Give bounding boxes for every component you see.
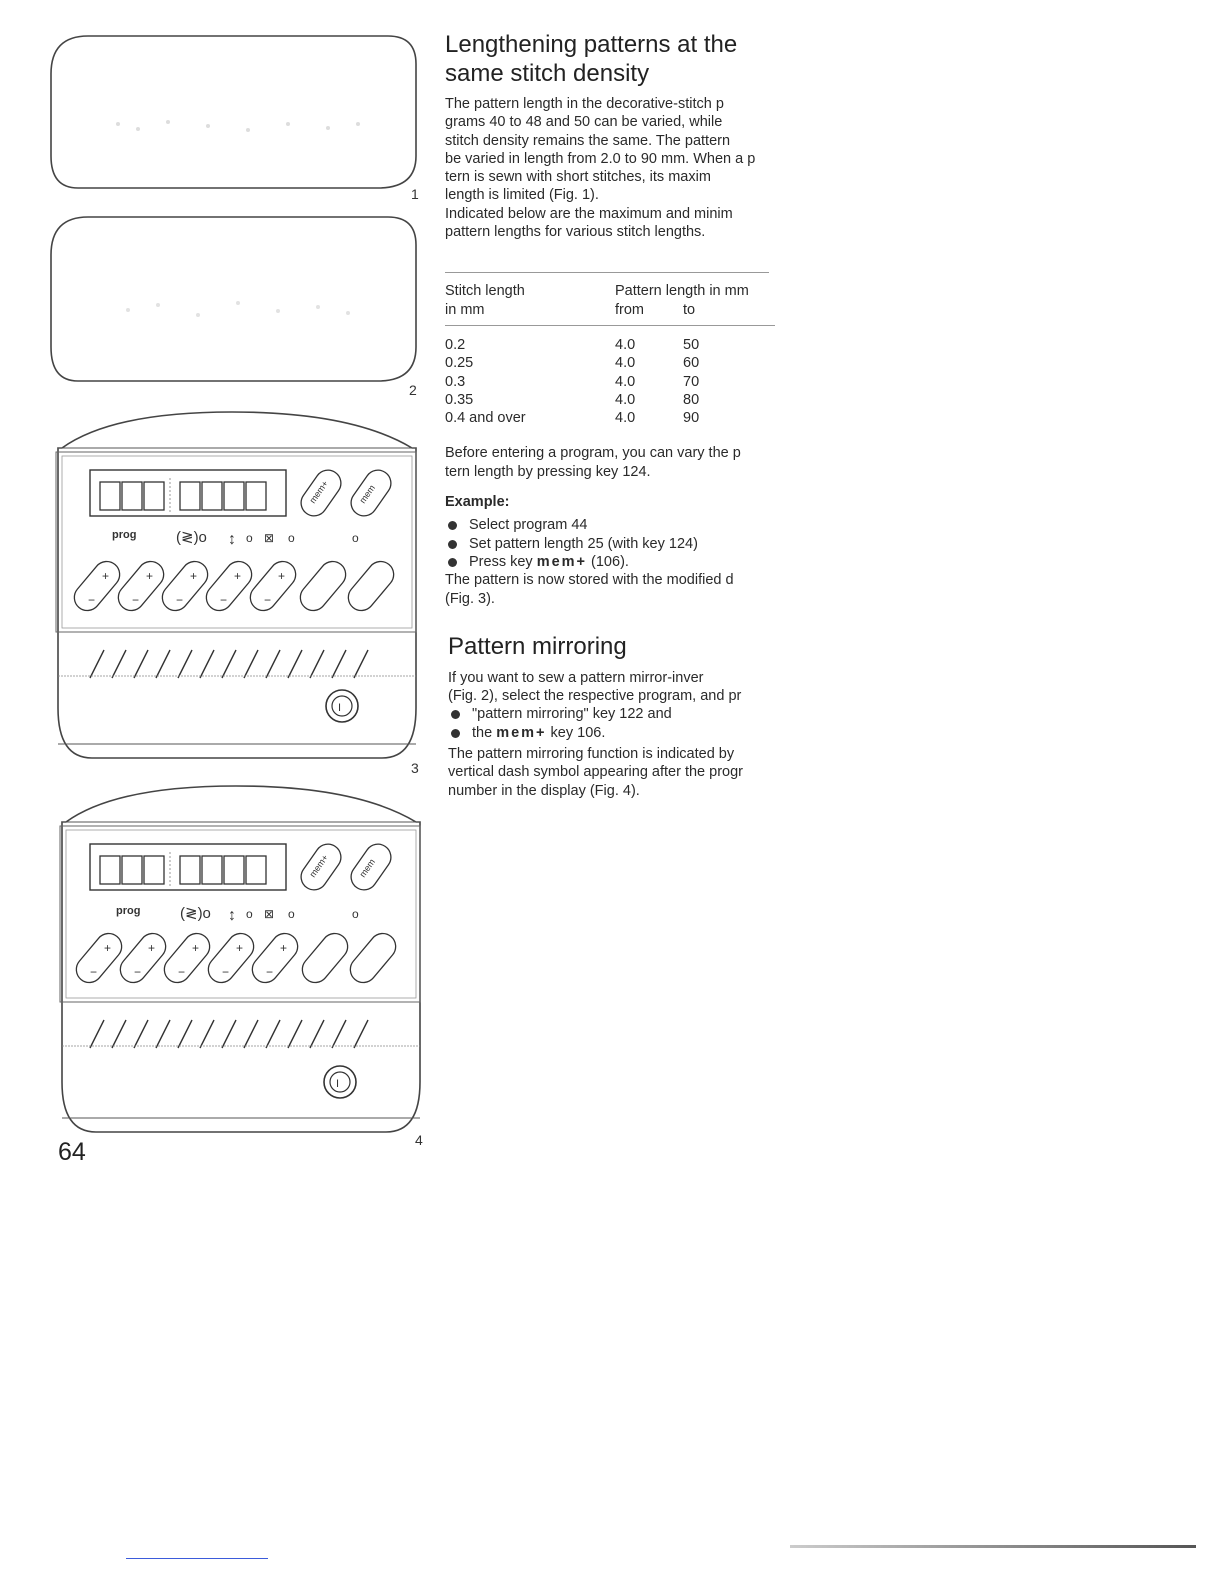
table-top-rule [445,272,769,273]
title-line-2: same stitch density [445,60,650,87]
figure-1 [48,34,420,192]
header-stitch-length [445,282,615,319]
step-text: the [472,724,497,741]
text-line: If you want to sew a pattern mirror-inver [448,669,704,686]
svg-text:o: o [246,907,253,921]
svg-text:+: + [278,569,286,583]
bullet-icon [448,558,457,567]
cell-from: 4.0 [615,391,636,408]
svg-text:+: + [280,941,288,955]
list-item [448,724,805,742]
svg-text:mem: mem [357,857,378,880]
cell-to: 90 [683,410,700,427]
table-row [445,354,699,372]
header-text: in mm [445,301,485,318]
figure-4-control-panel [56,782,426,1142]
svg-text:−: − [132,593,140,607]
figure-4-label: 4 [415,1132,423,1148]
svg-text:+: + [148,941,156,955]
table-row [445,373,699,391]
text-line: stitch density remains the same. The pattern [445,132,731,149]
list-item [448,705,805,723]
svg-text:−: − [266,965,274,979]
table-header-rule [445,325,775,326]
header-from: from [615,301,644,318]
figure-1-label: 1 [411,186,419,202]
step-text: Select program 44 [469,517,588,534]
text-line: tern length by pressing key 124. [445,463,651,480]
header-text: Pattern length in mm [615,283,749,300]
text-line: number in the display (Fig. 4). [448,782,640,799]
mem-plus-key-name: mem+ [496,724,547,741]
svg-text:I: I [336,1078,340,1090]
table-header-row [445,282,749,319]
text-line: length is limited (Fig. 1). [445,187,599,204]
table-row [445,391,699,409]
header-pattern-length [615,282,749,319]
text-line: (Fig. 2), select the respective program, and pr [448,688,742,705]
svg-text:o: o [246,531,253,545]
svg-text:↕: ↕ [228,907,236,924]
svg-text:⊠: ⊠ [264,907,275,921]
svg-text:−: − [220,593,228,607]
bullet-icon [448,540,457,549]
svg-text:I: I [338,702,342,714]
svg-text:+: + [104,941,112,955]
cell-from: 4.0 [615,410,636,427]
cell-to: 80 [683,391,700,408]
text-column [445,30,805,800]
section-title-mirroring: Pattern mirroring [448,632,627,660]
svg-text:+: + [192,941,200,955]
bullet-icon [448,521,457,530]
figure-2 [48,215,420,385]
svg-text:⊠: ⊠ [264,531,275,545]
bullet-icon [451,710,460,719]
intro-paragraph [445,95,805,241]
mirroring-intro [448,669,805,706]
example-steps [445,516,805,571]
figure-3-label: 3 [411,760,419,776]
footer-scan-edge [790,1545,1196,1548]
svg-text:−: − [264,593,272,607]
svg-text:↕: ↕ [228,531,236,548]
step-text: key 106. [546,724,606,741]
header-to: to [683,301,696,318]
text-line: tern is sewn with short stitches, its maxim [445,169,711,186]
footer-blue-rule [126,1558,268,1559]
table-row [445,336,699,354]
cell-stitch: 0.35 [445,391,474,408]
svg-text:−: − [134,965,142,979]
mem-plus-key-name: mem+ [536,553,588,570]
pattern-length-table-body [445,336,699,427]
svg-text:−: − [90,965,98,979]
cell-stitch: 0.2 [445,336,466,353]
list-item [445,516,805,534]
svg-text:+: + [236,941,244,955]
text-line: be varied in length from 2.0 to 90 mm. When a p [445,150,756,167]
svg-text:−: − [88,593,96,607]
text-line: The pattern mirroring function is indicated by [448,746,735,763]
svg-text:+: + [146,569,154,583]
text-line: pattern lengths for various stitch lengths. [445,224,706,241]
svg-text:mem+: mem+ [307,478,331,506]
svg-text:mem: mem [357,483,378,506]
figure-2-label: 2 [409,382,417,398]
mirroring-steps [448,705,805,742]
svg-text:(≷)o: (≷)o [180,905,211,922]
svg-text:mem+: mem+ [307,852,331,880]
list-item [445,535,805,553]
cell-from: 4.0 [615,355,636,372]
bullet-icon [451,729,460,738]
list-item [445,553,805,571]
step-text: (106). [587,553,629,570]
svg-text:prog: prog [112,529,137,541]
cell-from: 4.0 [615,336,636,353]
cell-to: 60 [683,355,700,372]
step-text: "pattern mirroring" key 122 and [472,706,672,723]
cell-stitch: 0.25 [445,355,474,372]
svg-text:(≷)o: (≷)o [176,529,207,546]
text-line: The pattern is now stored with the modified d [445,572,734,589]
figure-3-control-panel [52,408,422,768]
example-result [445,571,805,608]
before-entering-paragraph [445,444,805,481]
text-line: Before entering a program, you can vary the p [445,445,741,462]
svg-text:+: + [102,569,110,583]
mirroring-outro [448,745,805,800]
pattern-length-table [445,282,749,319]
text-line: The pattern length in the decorative-stitch p [445,96,724,112]
text-line: vertical dash symbol appearing after the progr [448,764,743,781]
svg-text:prog: prog [116,905,141,917]
text-line: (Fig. 3). [445,590,495,607]
svg-text:o: o [352,907,359,921]
svg-text:−: − [176,593,184,607]
text-line: grams 40 to 48 and 50 can be varied, while [445,114,723,131]
svg-text:−: − [222,965,230,979]
cell-to: 50 [683,336,700,353]
step-text: Set pattern length 25 (with key 124) [469,535,698,552]
page-number: 64 [58,1138,86,1166]
title-line-1: Lengthening patterns at the [445,31,738,58]
section-title-lengthening [445,30,805,88]
svg-text:o: o [288,907,295,921]
cell-stitch: 0.3 [445,373,466,390]
svg-text:o: o [352,531,359,545]
text-line: Indicated below are the maximum and minim [445,205,733,222]
svg-text:+: + [234,569,242,583]
cell-to: 70 [683,373,700,390]
example-heading: Example: [445,494,510,511]
cell-from: 4.0 [615,373,636,390]
step-text: Press key [469,553,537,570]
cell-stitch: 0.4 and over [445,410,526,427]
svg-text:−: − [178,965,186,979]
header-text: Stitch length [445,283,525,300]
table-row [445,409,699,427]
svg-text:o: o [288,531,295,545]
svg-text:+: + [190,569,198,583]
